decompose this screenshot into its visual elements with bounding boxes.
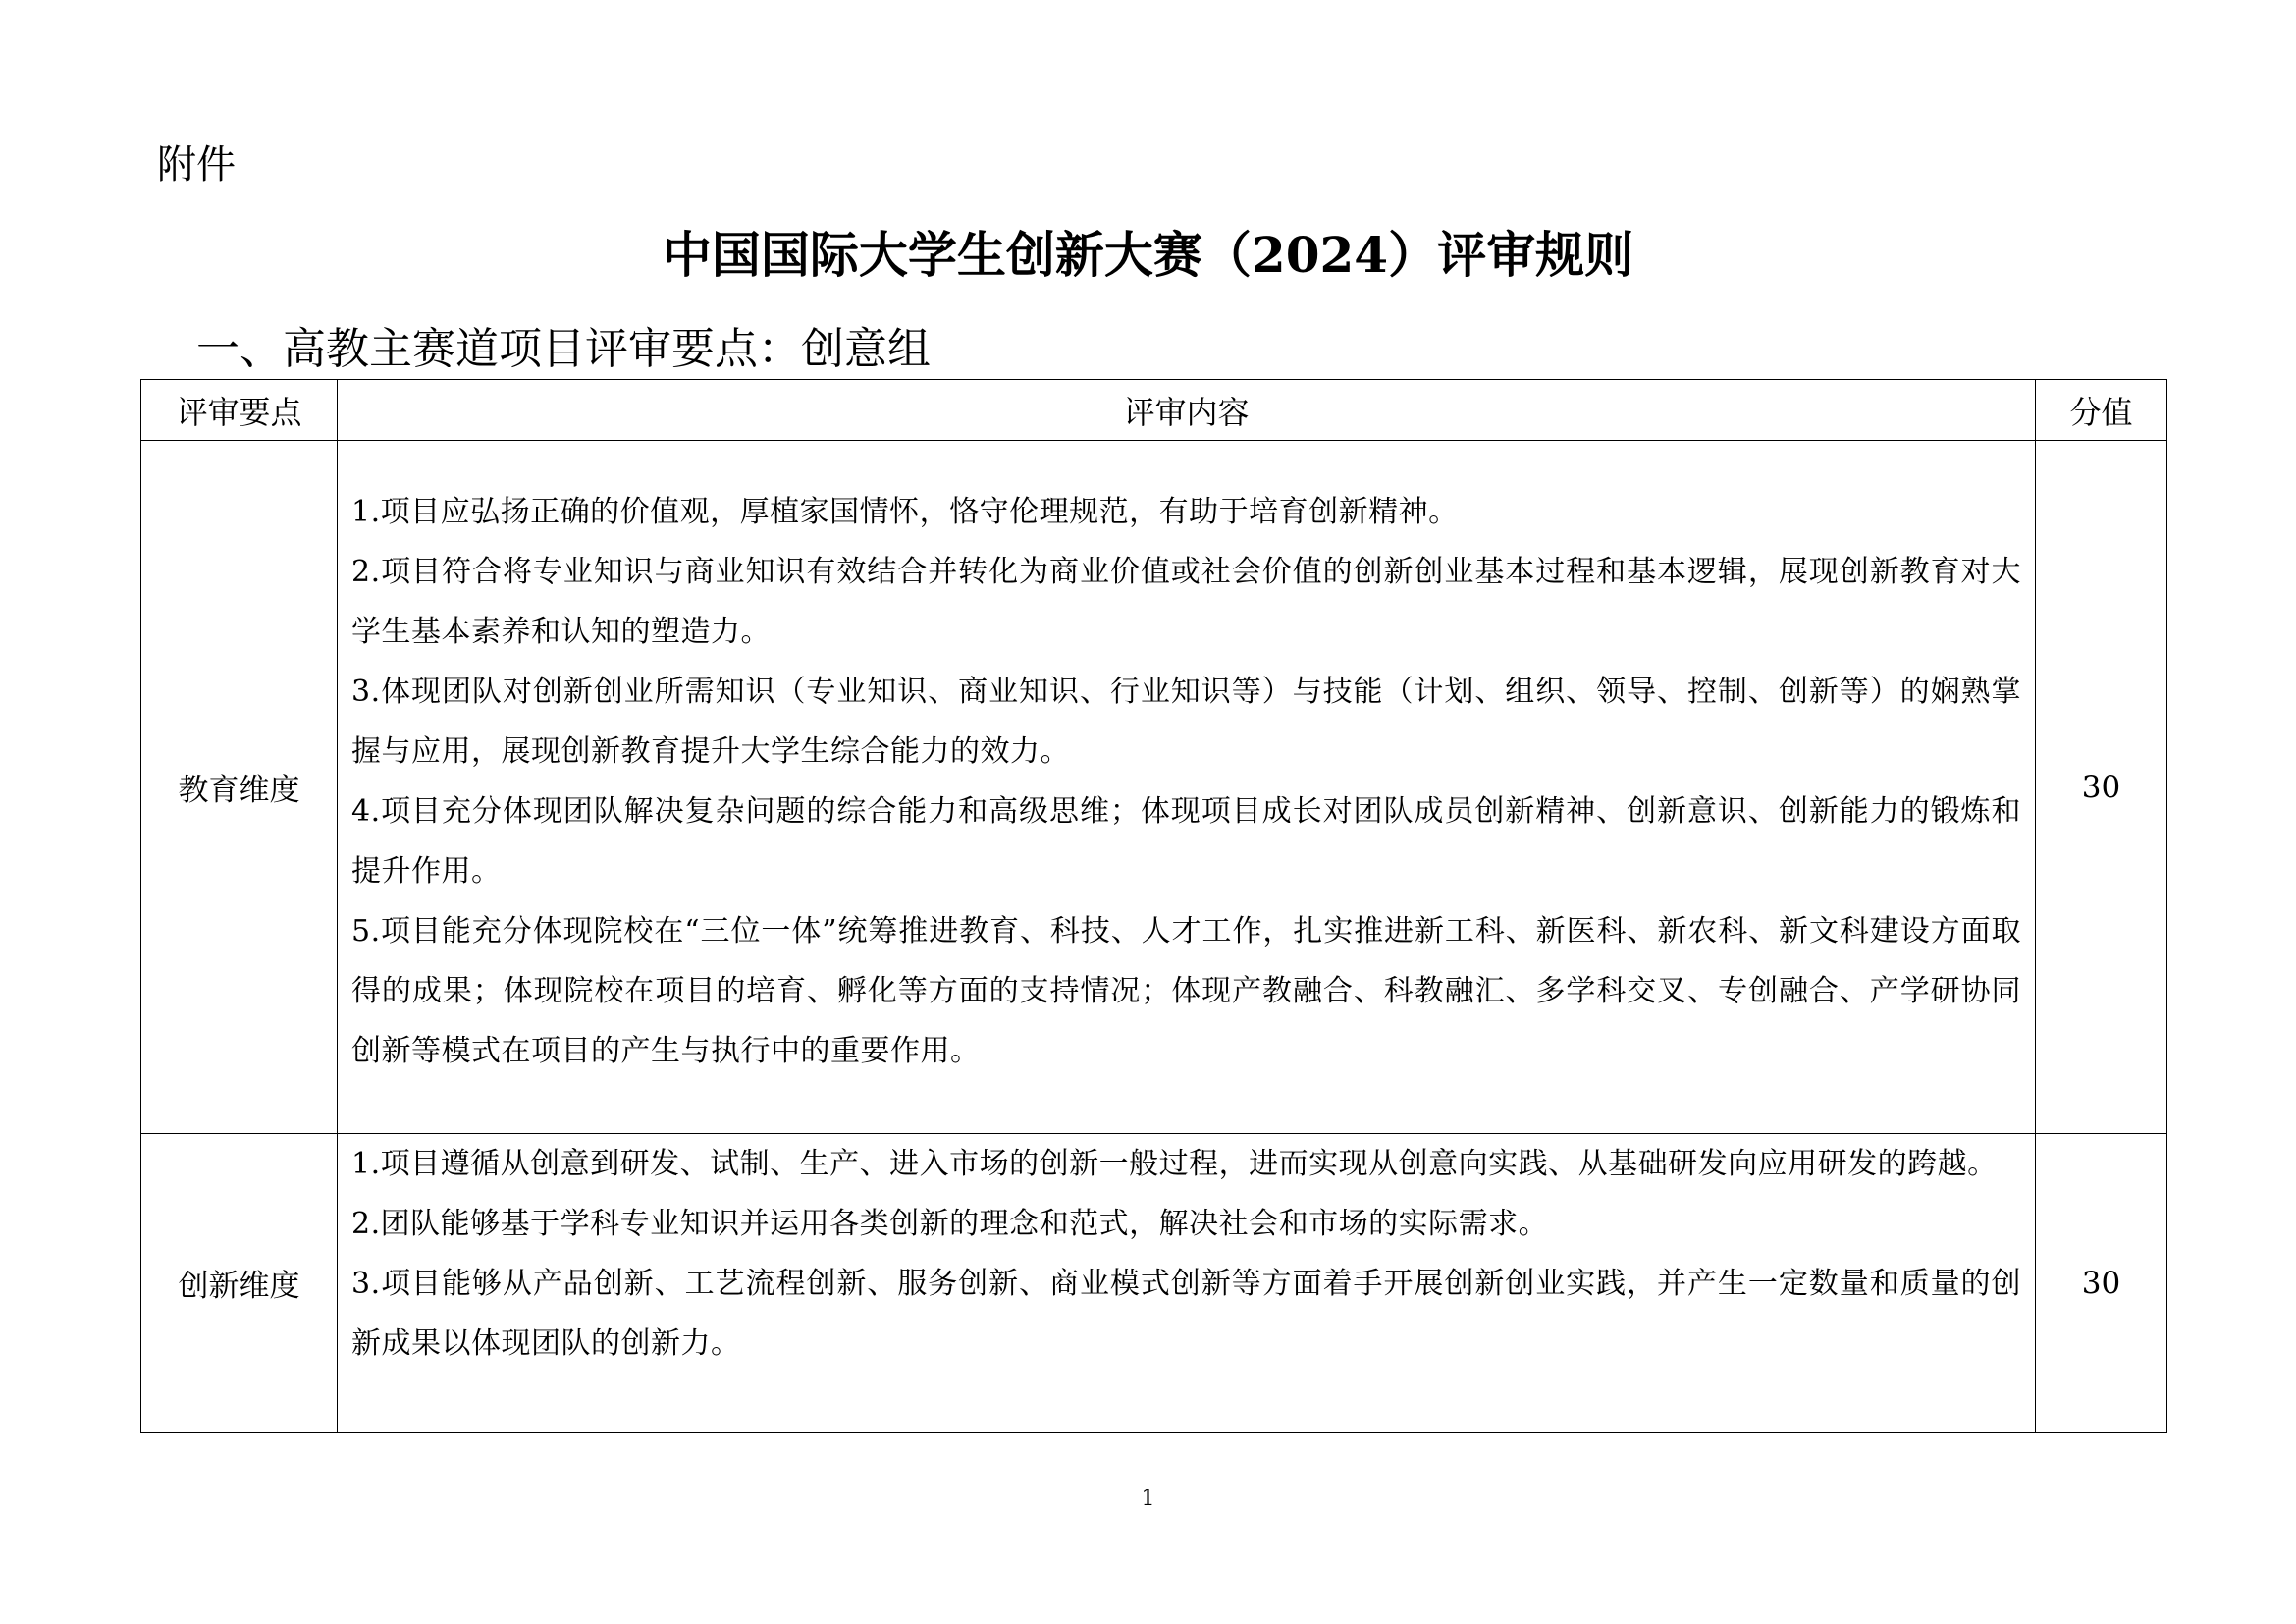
criterion-item: 1.项目遵循从创意到研发、试制、生产、进入市场的创新一般过程，进而实现从创意向实践、从基础研发向应用研发的跨越。 — [351, 1147, 1998, 1181]
row-point: 创新维度 — [141, 1134, 338, 1433]
document-title: 中国国际大学生创新大赛（2024）评审规则 — [662, 226, 1634, 284]
table-header-row — [141, 380, 2167, 441]
table-row — [141, 441, 2167, 1134]
criterion-item: 2.团队能够基于学科专业知识并运用各类创新的理念和范式，解决社会和市场的实际需求。 — [351, 1207, 1549, 1241]
row-score: 30 — [2036, 441, 2167, 1134]
criterion-item: 3.项目能够从产品创新、工艺流程创新、服务创新、商业模式创新等方面着手开展创新创业实践，并产生一定数量和质量的创新成果以体现团队的创新力。 — [351, 1267, 2021, 1361]
header-point: 评审要点 — [141, 380, 338, 441]
row-point: 教育维度 — [141, 441, 338, 1134]
criterion-item: 3.体现团队对创新创业所需知识（专业知识、商业知识、行业知识等）与技能（计划、组织、领导、控制、创新等）的娴熟掌握与应用，展现创新教育提升大学生综合能力的效力。 — [351, 675, 2021, 769]
header-content: 评审内容 — [338, 380, 2036, 441]
section-heading: 一、高教主赛道项目评审要点：创意组 — [196, 324, 931, 374]
row-content — [338, 441, 2036, 1134]
criterion-item: 5.项目能充分体现院校在“三位一体”统筹推进教育、科技、人才工作，扎实推进新工科、新医科、新农科、新文科建设方面取得的成果；体现院校在项目的培育、孵化等方面的支持情况；体现产教融合、科教融汇、多学科交叉、专创融合、产学研协同创新等模式在项目的产生与执行中的重要作用。 — [351, 914, 2021, 1068]
table-row — [141, 1134, 2167, 1433]
criterion-item: 2.项目符合将专业知识与商业知识有效结合并转化为商业价值或社会价值的创新创业基本过程和基本逻辑，展现创新教育对大学生基本素养和认知的塑造力。 — [351, 555, 2021, 649]
criterion-item: 4.项目充分体现团队解决复杂问题的综合能力和高级思维；体现项目成长对团队成员创新精神、创新意识、创新能力的锻炼和提升作用。 — [351, 794, 2021, 889]
header-score: 分值 — [2036, 380, 2167, 441]
criterion-item: 1.项目应弘扬正确的价值观，厚植家国情怀，恪守伦理规范，有助于培育创新精神。 — [351, 495, 1459, 529]
attachment-label: 附件 — [157, 142, 236, 188]
row-score: 30 — [2036, 1134, 2167, 1433]
row-content — [338, 1134, 2036, 1433]
criteria-table — [140, 379, 2167, 1433]
page-number: 1 — [1141, 1487, 1155, 1511]
